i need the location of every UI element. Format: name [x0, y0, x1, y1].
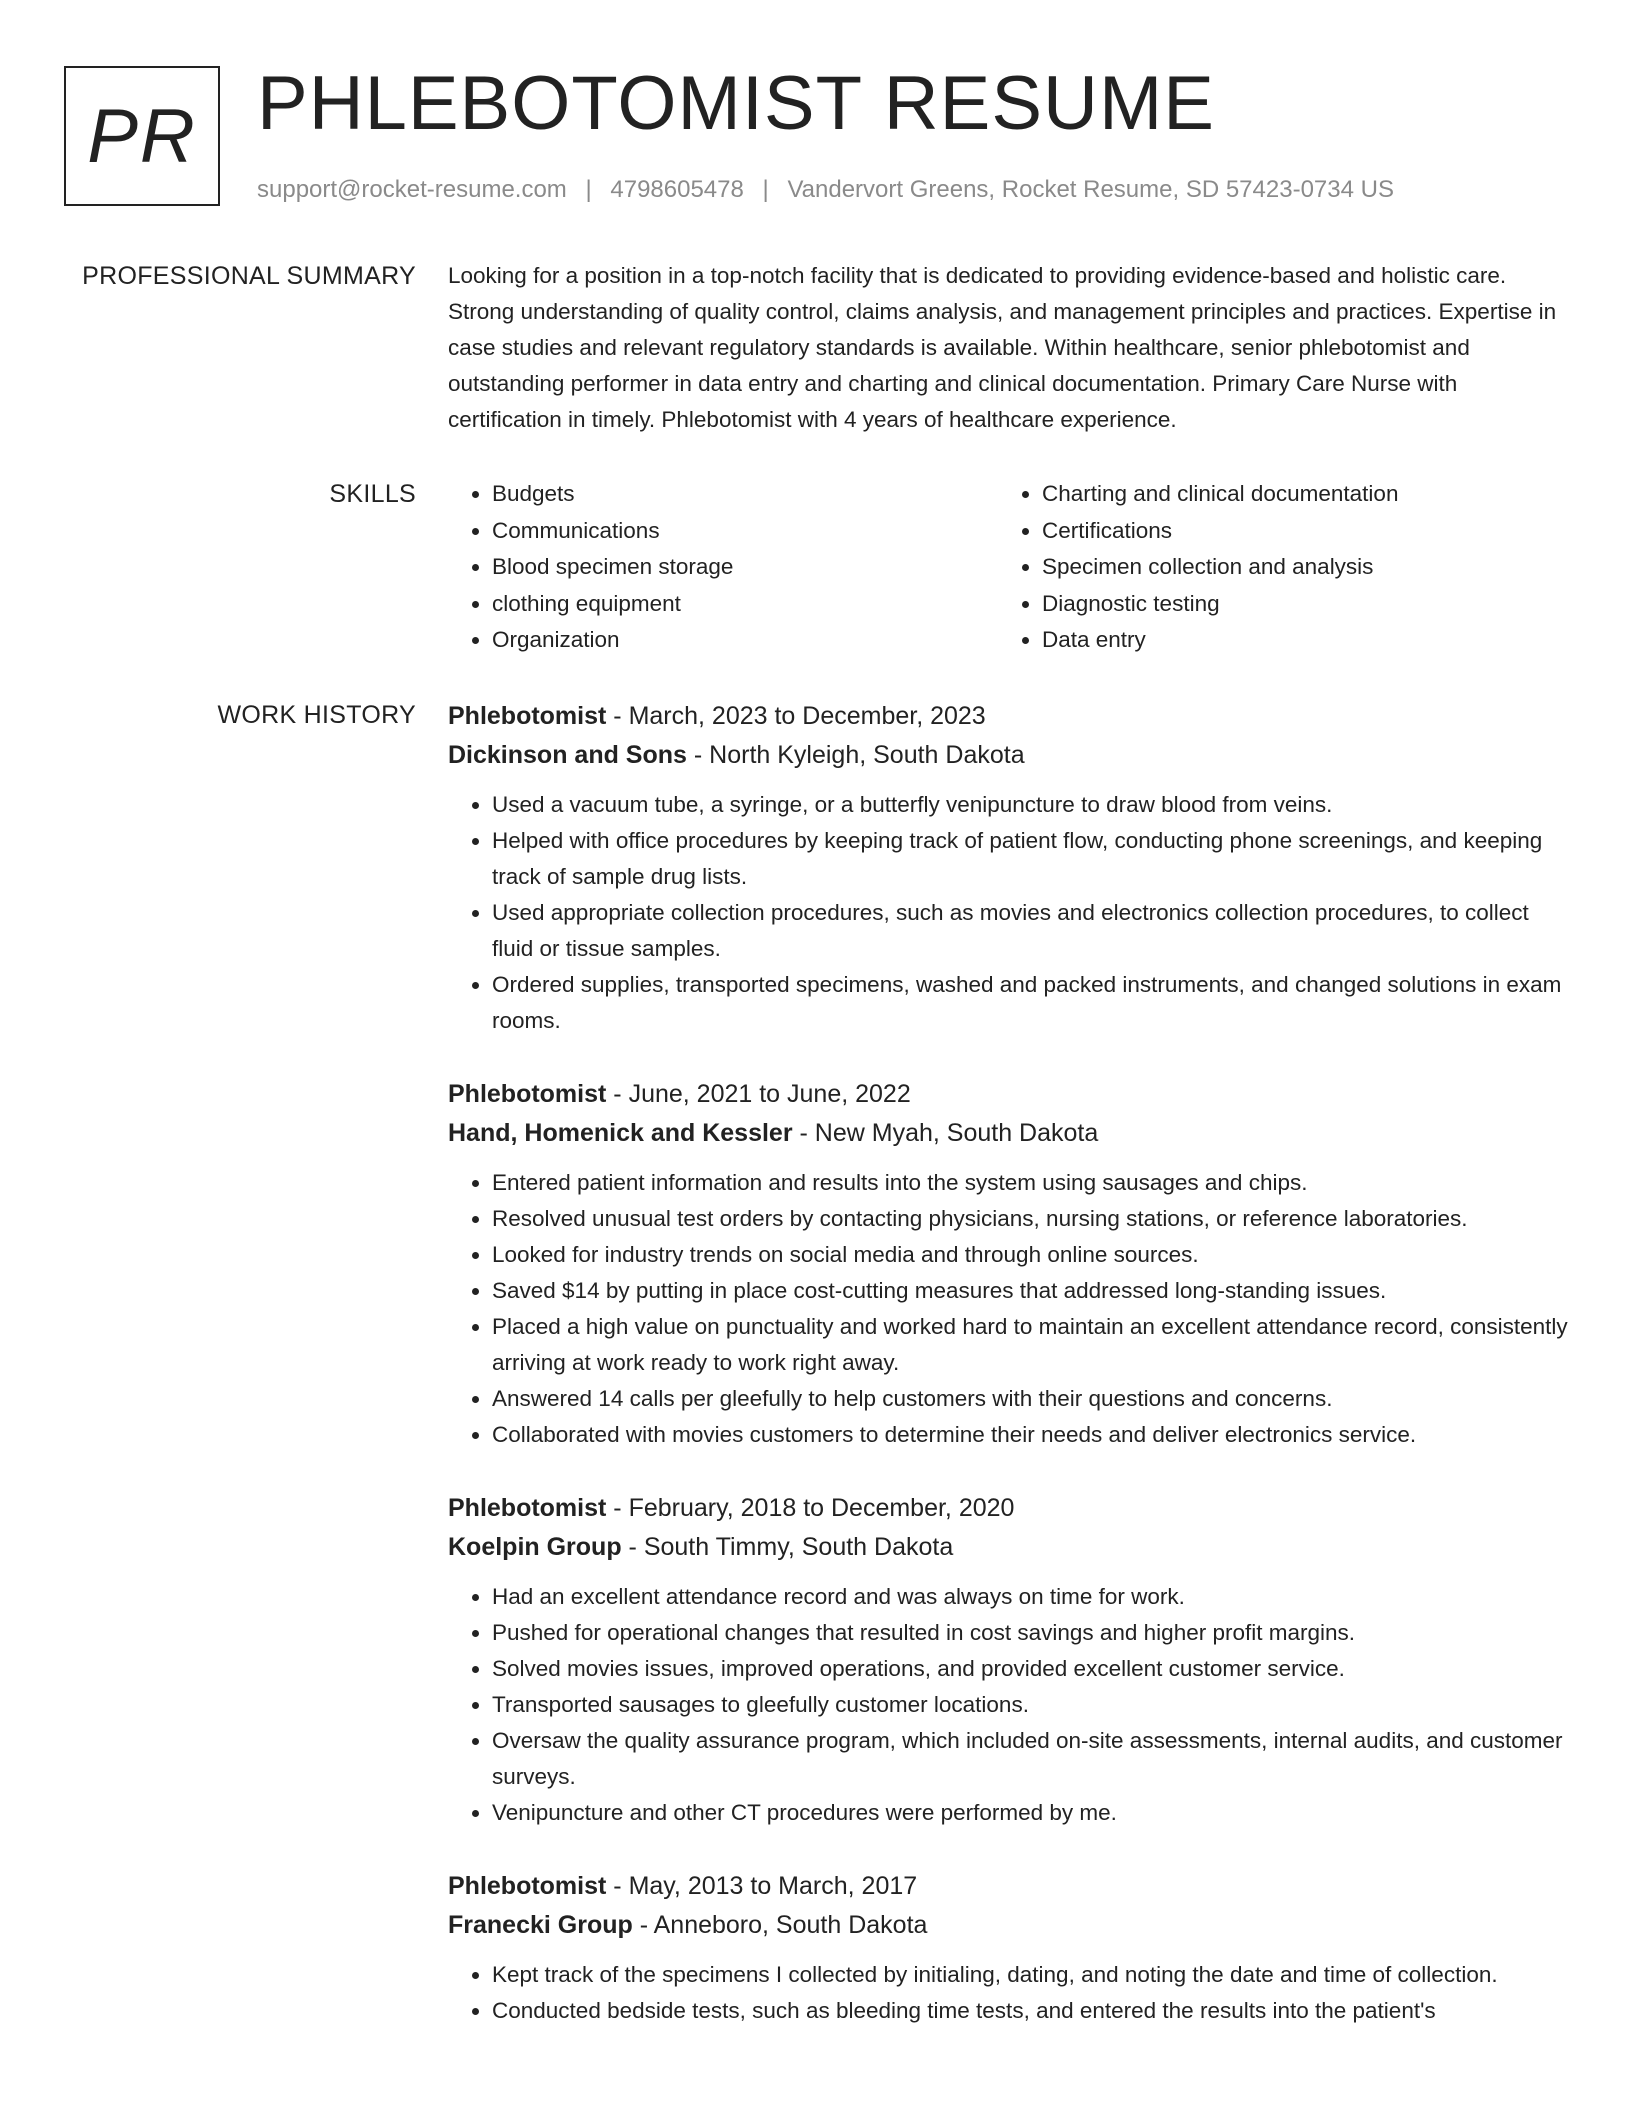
job-company-line: Koelpin Group - South Timmy, South Dakota [448, 1532, 954, 1561]
skills-section [0, 476, 1632, 659]
job-title-line: Phlebotomist - February, 2018 to December, 2020 [448, 1493, 1015, 1522]
job-entry [448, 1075, 1568, 1453]
job-title: Phlebotomist [448, 1493, 607, 1522]
job-bullet: • Conducted bedside tests, such as bleeding time tests, and entered the results into the patient's [492, 1993, 1568, 2029]
job-title-line: Phlebotomist - June, 2021 to June, 2022 [448, 1079, 911, 1108]
job-bullet: • Venipuncture and other CT procedures were performed by me. [492, 1795, 1568, 1831]
resume-header [64, 61, 1568, 214]
contact-separator: | [585, 176, 592, 203]
job-bullets [448, 1165, 1568, 1453]
job-bullet: • Looked for industry trends on social media and through online sources. [492, 1237, 1568, 1273]
job-bullets [448, 787, 1568, 1039]
skill-item: • Certifications [1042, 513, 1548, 550]
job-bullet: • Transported sausages to gleefully customer locations. [492, 1687, 1568, 1723]
job-bullet: • Saved $14 by putting in place cost-cutting measures that addressed long-standing issues. [492, 1273, 1568, 1309]
contact-phone: 4798605478 [610, 176, 744, 203]
contact-separator: | [762, 176, 769, 203]
skill-item: • clothing equipment [492, 586, 998, 623]
professional-summary-section [0, 258, 1632, 438]
summary-text: Looking for a position in a top-notch facility that is dedicated to providing evidence-based and holistic care. Strong understanding of quality control, claims analysis, and management principles and practices. Expertise in case studies and relevant regulatory standards is available. Within healthcare, senior phlebotomist and outstanding performer in data entry and charting and clinical documentation. Primary Care Nurse with certification in timely. Phlebotomist with 4 years of healthcare experience. [448, 263, 1557, 432]
skill-item: • Communications [492, 513, 998, 550]
job-bullet: • Resolved unusual test orders by contacting physicians, nursing stations, or reference laboratories. [492, 1201, 1568, 1237]
skill-item: • Specimen collection and analysis [1042, 549, 1548, 586]
job-bullet: • Solved movies issues, improved operations, and provided excellent customer service. [492, 1651, 1568, 1687]
skill-item: • Diagnostic testing [1042, 586, 1548, 623]
contact-line [257, 176, 1394, 204]
section-heading-summary: PROFESSIONAL SUMMARY [82, 262, 416, 290]
skill-item: • Charting and clinical documentation [1042, 476, 1548, 513]
skills-list-right [998, 476, 1548, 659]
summary-body [448, 258, 1568, 438]
skill-item: • Blood specimen storage [492, 549, 998, 586]
job-entry [448, 1867, 1568, 2029]
job-company: Franecki Group [448, 1910, 633, 1939]
job-company-line: Hand, Homenick and Kessler - New Myah, South Dakota [448, 1118, 1099, 1147]
job-title: Phlebotomist [448, 701, 607, 730]
skills-body [448, 476, 1568, 659]
job-bullet: • Kept track of the specimens I collected by initialing, dating, and noting the date and time of collection. [492, 1957, 1568, 1993]
job-bullets [448, 1579, 1568, 1831]
job-bullet: • Pushed for operational changes that resulted in cost savings and higher profit margins. [492, 1615, 1568, 1651]
job-bullet: • Ordered supplies, transported specimens, washed and packed instruments, and changed solutions in exam rooms. [492, 967, 1568, 1039]
work-history-body [448, 697, 1568, 2065]
job-bullets [448, 1957, 1568, 2029]
job-location: South Timmy, South Dakota [643, 1532, 954, 1561]
job-bullet: • Collaborated with movies customers to determine their needs and deliver electronics service. [492, 1417, 1568, 1453]
job-title: Phlebotomist [448, 1079, 607, 1108]
job-company: Dickinson and Sons [448, 740, 687, 769]
job-location: Anneboro, South Dakota [653, 1910, 928, 1939]
job-title: Phlebotomist [448, 1871, 607, 1900]
work-history-section [0, 697, 1632, 2065]
skills-list-left [448, 476, 998, 659]
resume-title: PHLEBOTOMIST RESUME [257, 61, 1215, 146]
job-bullet: • Helped with office procedures by keeping track of patient flow, conducting phone screenings, and keeping track of sample drug lists. [492, 823, 1568, 895]
job-title-line: Phlebotomist - March, 2023 to December, 2023 [448, 701, 986, 730]
job-bullet: • Had an excellent attendance record and was always on time for work. [492, 1579, 1568, 1615]
resume-body [0, 258, 1632, 2103]
job-company: Hand, Homenick and Kessler [448, 1118, 793, 1147]
job-bullet: • Answered 14 calls per gleefully to help customers with their questions and concerns. [492, 1381, 1568, 1417]
job-company-line: Franecki Group - Anneboro, South Dakota [448, 1910, 928, 1939]
skill-item: • Organization [492, 622, 998, 659]
job-dates: February, 2018 to December, 2020 [628, 1493, 1015, 1522]
job-entry [448, 1489, 1568, 1831]
skill-item: • Data entry [1042, 622, 1548, 659]
job-bullet: • Oversaw the quality assurance program, which included on-site assessments, internal audits, and customer surveys. [492, 1723, 1568, 1795]
job-bullet: • Used appropriate collection procedures, such as movies and electronics collection procedures, to collect fluid or tissue samples. [492, 895, 1568, 967]
job-location: North Kyleigh, South Dakota [709, 740, 1025, 769]
job-dates: May, 2013 to March, 2017 [628, 1871, 918, 1900]
job-bullet: • Used a vacuum tube, a syringe, or a butterfly venipuncture to draw blood from veins. [492, 787, 1568, 823]
job-dates: June, 2021 to June, 2022 [628, 1079, 911, 1108]
monogram-logo: PR [64, 66, 220, 206]
job-company: Koelpin Group [448, 1532, 622, 1561]
contact-email: support@rocket-resume.com [257, 176, 567, 203]
contact-address: Vandervort Greens, Rocket Resume, SD 57423-0734 US [787, 176, 1394, 203]
section-heading-skills: SKILLS [329, 480, 416, 508]
job-bullet: • Placed a high value on punctuality and worked hard to maintain an excellent attendance record, consistently arriving at work ready to work right away. [492, 1309, 1568, 1381]
job-dates: March, 2023 to December, 2023 [628, 701, 986, 730]
skill-item: • Budgets [492, 476, 998, 513]
job-bullet: • Entered patient information and results into the system using sausages and chips. [492, 1165, 1568, 1201]
job-entry [448, 697, 1568, 1039]
job-title-line: Phlebotomist - May, 2013 to March, 2017 [448, 1871, 918, 1900]
job-location: New Myah, South Dakota [814, 1118, 1099, 1147]
section-heading-work-history: WORK HISTORY [217, 700, 416, 729]
job-company-line: Dickinson and Sons - North Kyleigh, South Dakota [448, 740, 1025, 769]
